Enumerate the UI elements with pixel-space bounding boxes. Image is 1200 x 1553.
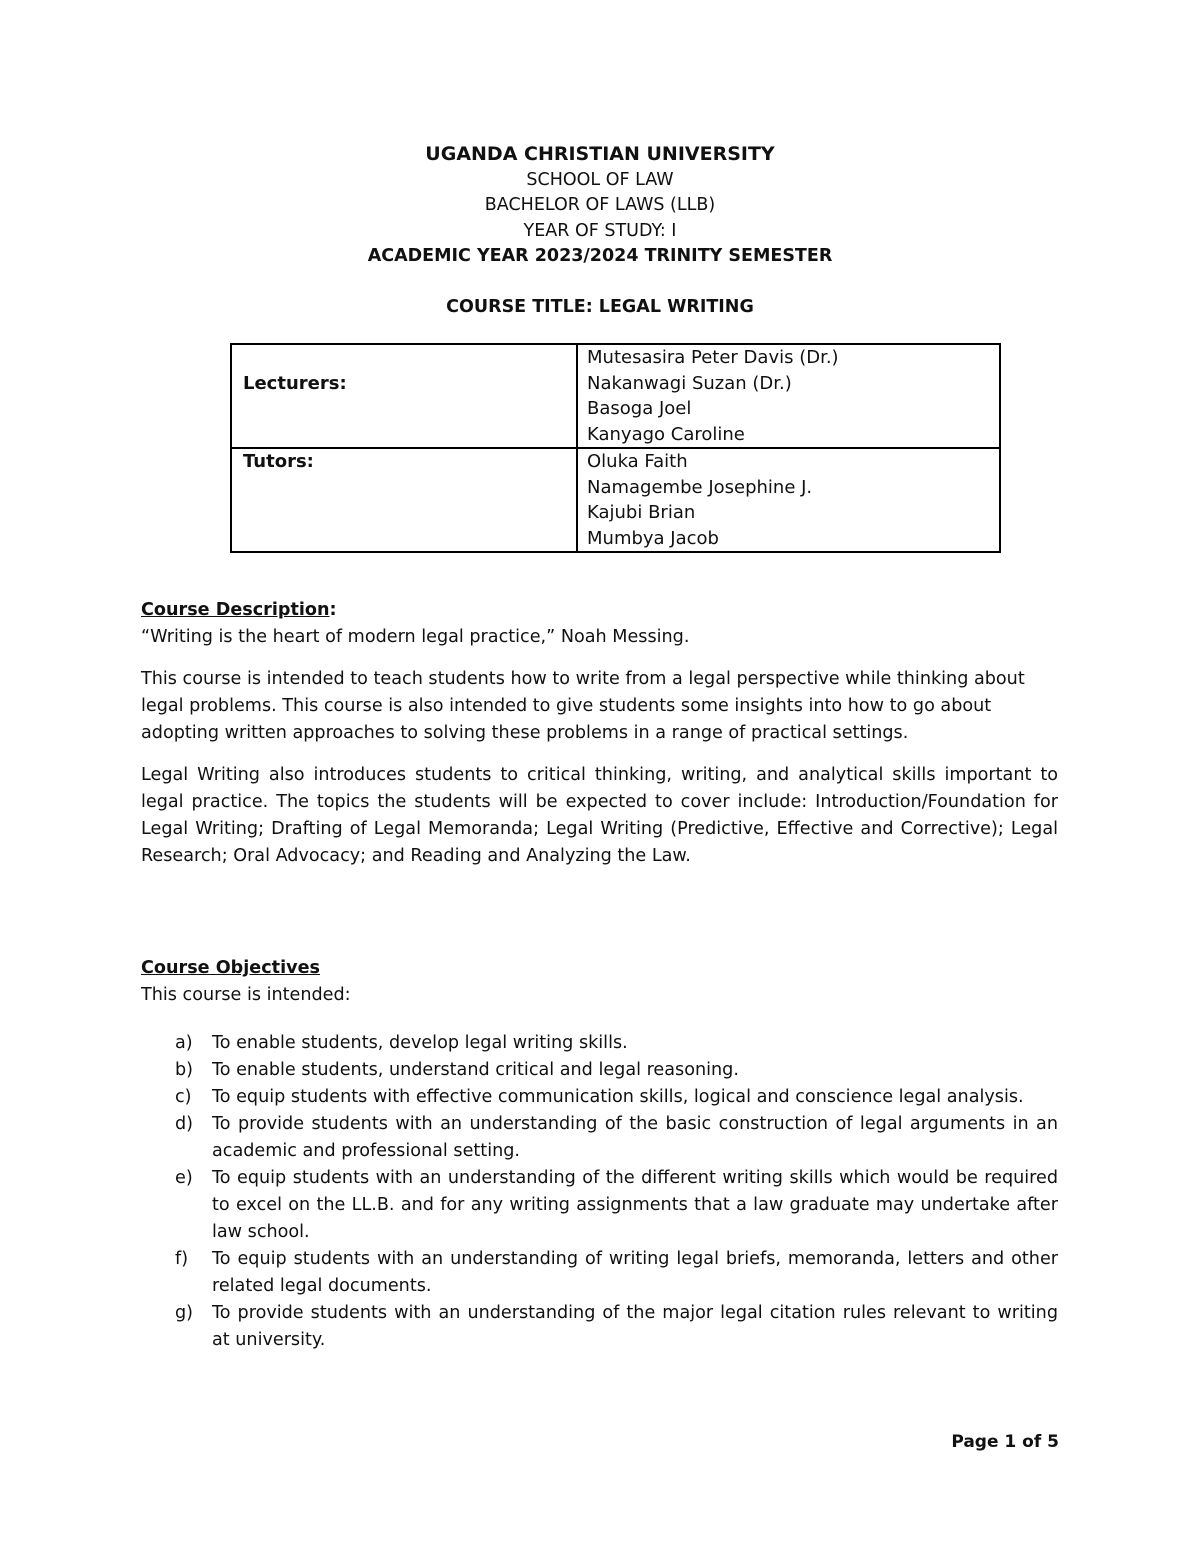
course-objectives-section: [141, 955, 1058, 1354]
lecturer-name: Nakanwagi Suzan (Dr.): [587, 372, 792, 394]
lecturers-label-cell: [231, 344, 577, 448]
objective-marker: c): [175, 1087, 192, 1107]
objectives-list: [141, 1030, 1058, 1354]
lecturer-name: Mutesasira Peter Davis (Dr.): [587, 347, 839, 368]
course-description-heading-line: [141, 597, 1058, 624]
objective-text: To equip students with effective communication skills, logical and conscience legal analysis.: [212, 1087, 1024, 1107]
objective-item: [141, 1084, 1058, 1111]
course-description-section: [141, 597, 1058, 870]
course-objectives-heading: Course Objectives: [141, 958, 320, 978]
tutors-row: [231, 448, 1000, 552]
course-description-heading: Course Description: [141, 600, 330, 620]
tutors-label-cell: [231, 448, 577, 552]
objectives-intro: This course is intended:: [141, 985, 351, 1005]
document-header: [0, 142, 1200, 320]
page-number: Page 1 of 5: [951, 1432, 1059, 1452]
tutor-name: Mumbya Jacob: [587, 527, 719, 549]
objective-item: [141, 1030, 1058, 1057]
objective-item: [141, 1165, 1058, 1246]
objective-item: [141, 1300, 1058, 1354]
lecturers-row: [231, 344, 1000, 448]
heading-colon: :: [329, 600, 337, 620]
objective-text: To enable students, develop legal writing skills.: [212, 1033, 628, 1053]
objective-text: To provide students with an understanding of the basic construction of legal arguments in an academic and professional setting.: [212, 1114, 1058, 1161]
tutor-name: Kajubi Brian: [587, 502, 696, 523]
objective-item: [141, 1111, 1058, 1165]
lecturers-label: Lecturers:: [243, 373, 347, 394]
staff-table: [230, 343, 1001, 553]
tutor-name: Oluka Faith: [587, 451, 688, 472]
lecturer-name: Kanyago Caroline: [587, 423, 745, 445]
objective-item: [141, 1057, 1058, 1084]
description-paragraph: Legal Writing also introduces students to critical thinking, writing, and analytical skills important to legal practice. The topics the students will be expected to cover include: Introduction/Foundation for Legal Writing; Drafting of Legal Memoranda; Legal Writing (Predictive, Effective and Corrective); Legal Research; Oral Advocacy; and Reading and Analyzing the Law.: [141, 765, 1058, 866]
objective-marker: e): [175, 1168, 193, 1188]
objective-marker: a): [175, 1033, 193, 1053]
course-title: COURSE TITLE: LEGAL WRITING: [446, 296, 754, 317]
objective-marker: f): [175, 1249, 189, 1269]
programme-name: BACHELOR OF LAWS (LLB): [484, 195, 716, 215]
objective-text: To enable students, understand critical and legal reasoning.: [212, 1060, 739, 1080]
lecturer-name: Basoga Joel: [587, 398, 692, 419]
objective-marker: d): [175, 1114, 194, 1134]
school-name: SCHOOL OF LAW: [526, 169, 674, 190]
university-name: UGANDA CHRISTIAN UNIVERSITY: [425, 143, 775, 165]
objective-text: To equip students with an understanding of the different writing skills which would be required to excel on the LL.B. and for any writing assignments that a law graduate may undertake after law school.: [212, 1168, 1058, 1242]
objective-text: To equip students with an understanding of writing legal briefs, memoranda, letters and other related legal documents.: [212, 1249, 1058, 1296]
lecturers-names-cell: [577, 344, 1000, 448]
tutor-name: Namagembe Josephine J.: [587, 476, 813, 498]
description-paragraph: This course is intended to teach students how to write from a legal perspective while thinking about legal problems. This course is also intended to give students some insights into how to go about adopting written approaches to solving these problems in a range of practical settings.: [141, 669, 1025, 743]
academic-year: ACADEMIC YEAR 2023/2024 TRINITY SEMESTER: [367, 246, 833, 266]
year-of-study: YEAR OF STUDY: I: [523, 220, 677, 241]
objective-text: To provide students with an understanding of the major legal citation rules relevant to writing at university.: [212, 1303, 1058, 1350]
tutors-names-cell: [577, 448, 1000, 552]
description-quote: “Writing is the heart of modern legal practice,” Noah Messing.: [141, 627, 690, 647]
objective-marker: g): [175, 1303, 194, 1323]
objective-marker: b): [175, 1060, 194, 1080]
objective-item: [141, 1246, 1058, 1300]
tutors-label: Tutors:: [243, 451, 314, 472]
